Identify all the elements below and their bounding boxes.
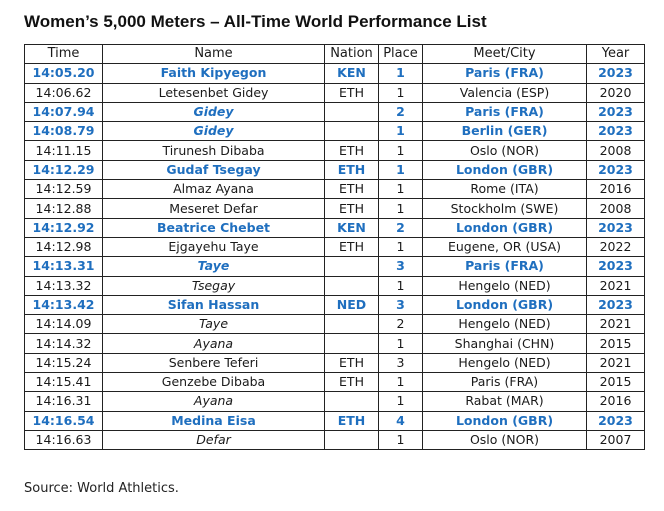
- table-row: [25, 102, 645, 121]
- cell-year: 2020: [587, 83, 645, 102]
- cell-place: 3: [379, 257, 423, 276]
- cell-place: 4: [379, 411, 423, 430]
- cell-time: 14:11.15: [25, 141, 103, 160]
- cell-name: Taye: [103, 315, 325, 334]
- cell-place: 1: [379, 64, 423, 83]
- table-row: [25, 141, 645, 160]
- table-row: [25, 392, 645, 411]
- cell-meet-city: Valencia (ESP): [423, 83, 587, 102]
- table-row: [25, 122, 645, 141]
- cell-place: 3: [379, 295, 423, 314]
- cell-meet-city: Hengelo (NED): [423, 315, 587, 334]
- cell-name: Tirunesh Dibaba: [103, 141, 325, 160]
- cell-name: Medina Eisa: [103, 411, 325, 430]
- cell-name: Gudaf Tsegay: [103, 160, 325, 179]
- cell-nation: ETH: [325, 353, 379, 372]
- cell-year: 2023: [587, 102, 645, 121]
- header-place: Place: [379, 45, 423, 64]
- table-row: [25, 373, 645, 392]
- table-row: [25, 295, 645, 314]
- cell-time: 14:16.54: [25, 411, 103, 430]
- header-year: Year: [587, 45, 645, 64]
- cell-year: 2023: [587, 218, 645, 237]
- cell-year: 2021: [587, 353, 645, 372]
- cell-nation: [325, 315, 379, 334]
- cell-year: 2023: [587, 295, 645, 314]
- cell-name: Senbere Teferi: [103, 353, 325, 372]
- cell-name: Tsegay: [103, 276, 325, 295]
- header-meet-city: Meet/City: [423, 45, 587, 64]
- cell-place: 1: [379, 430, 423, 449]
- cell-meet-city: Paris (FRA): [423, 257, 587, 276]
- table-row: [25, 315, 645, 334]
- cell-meet-city: Hengelo (NED): [423, 276, 587, 295]
- cell-name: Defar: [103, 430, 325, 449]
- cell-meet-city: Rabat (MAR): [423, 392, 587, 411]
- table-row: [25, 411, 645, 430]
- cell-time: 14:12.29: [25, 160, 103, 179]
- cell-nation: ETH: [325, 237, 379, 256]
- page-title: Women’s 5,000 Meters – All-Time World Performance List: [24, 12, 487, 31]
- table-row: [25, 180, 645, 199]
- cell-name: Faith Kipyegon: [103, 64, 325, 83]
- header-name: Name: [103, 45, 325, 64]
- cell-time: 14:07.94: [25, 102, 103, 121]
- cell-place: 1: [379, 334, 423, 353]
- source-note: Source: World Athletics.: [24, 481, 179, 496]
- cell-place: 1: [379, 237, 423, 256]
- cell-meet-city: Oslo (NOR): [423, 430, 587, 449]
- cell-meet-city: London (GBR): [423, 218, 587, 237]
- table-row: [25, 199, 645, 218]
- cell-place: 1: [379, 160, 423, 179]
- cell-time: 14:15.41: [25, 373, 103, 392]
- cell-nation: ETH: [325, 160, 379, 179]
- cell-nation: NED: [325, 295, 379, 314]
- cell-place: 2: [379, 102, 423, 121]
- cell-name: Ayana: [103, 392, 325, 411]
- table-row: [25, 237, 645, 256]
- cell-year: 2008: [587, 199, 645, 218]
- cell-place: 2: [379, 315, 423, 334]
- cell-meet-city: Rome (ITA): [423, 180, 587, 199]
- cell-time: 14:06.62: [25, 83, 103, 102]
- cell-place: 1: [379, 141, 423, 160]
- table-row: [25, 218, 645, 237]
- cell-meet-city: London (GBR): [423, 295, 587, 314]
- cell-time: 14:14.09: [25, 315, 103, 334]
- cell-time: 14:12.98: [25, 237, 103, 256]
- cell-year: 2022: [587, 237, 645, 256]
- cell-meet-city: Hengelo (NED): [423, 353, 587, 372]
- cell-meet-city: Paris (FRA): [423, 102, 587, 121]
- cell-meet-city: London (GBR): [423, 160, 587, 179]
- cell-name: Ayana: [103, 334, 325, 353]
- cell-year: 2021: [587, 276, 645, 295]
- cell-time: 14:08.79: [25, 122, 103, 141]
- cell-year: 2023: [587, 122, 645, 141]
- cell-time: 14:13.32: [25, 276, 103, 295]
- cell-nation: KEN: [325, 64, 379, 83]
- cell-name: Sifan Hassan: [103, 295, 325, 314]
- cell-place: 1: [379, 373, 423, 392]
- cell-meet-city: Stockholm (SWE): [423, 199, 587, 218]
- cell-place: 1: [379, 276, 423, 295]
- cell-year: 2007: [587, 430, 645, 449]
- cell-time: 14:12.59: [25, 180, 103, 199]
- header-row: [25, 45, 645, 64]
- cell-name: Letesenbet Gidey: [103, 83, 325, 102]
- cell-year: 2023: [587, 257, 645, 276]
- cell-name: Gidey: [103, 102, 325, 121]
- table-body: [25, 64, 645, 450]
- cell-meet-city: Oslo (NOR): [423, 141, 587, 160]
- cell-place: 3: [379, 353, 423, 372]
- cell-time: 14:13.42: [25, 295, 103, 314]
- cell-place: 1: [379, 199, 423, 218]
- cell-year: 2015: [587, 373, 645, 392]
- cell-year: 2016: [587, 392, 645, 411]
- cell-meet-city: London (GBR): [423, 411, 587, 430]
- table-row: [25, 64, 645, 83]
- cell-nation: ETH: [325, 411, 379, 430]
- cell-meet-city: Shanghai (CHN): [423, 334, 587, 353]
- cell-nation: [325, 334, 379, 353]
- cell-nation: ETH: [325, 373, 379, 392]
- cell-place: 1: [379, 392, 423, 411]
- cell-time: 14:12.88: [25, 199, 103, 218]
- cell-nation: [325, 392, 379, 411]
- cell-time: 14:16.63: [25, 430, 103, 449]
- cell-nation: [325, 122, 379, 141]
- cell-year: 2015: [587, 334, 645, 353]
- cell-meet-city: Berlin (GER): [423, 122, 587, 141]
- header-time: Time: [25, 45, 103, 64]
- table-row: [25, 160, 645, 179]
- header-nation: Nation: [325, 45, 379, 64]
- cell-nation: ETH: [325, 83, 379, 102]
- cell-meet-city: Paris (FRA): [423, 64, 587, 83]
- cell-year: 2023: [587, 64, 645, 83]
- cell-name: Genzebe Dibaba: [103, 373, 325, 392]
- cell-year: 2016: [587, 180, 645, 199]
- cell-time: 14:15.24: [25, 353, 103, 372]
- cell-place: 1: [379, 180, 423, 199]
- cell-nation: [325, 430, 379, 449]
- cell-year: 2023: [587, 160, 645, 179]
- cell-name: Beatrice Chebet: [103, 218, 325, 237]
- cell-meet-city: Paris (FRA): [423, 373, 587, 392]
- cell-nation: ETH: [325, 180, 379, 199]
- cell-meet-city: Eugene, OR (USA): [423, 237, 587, 256]
- cell-nation: ETH: [325, 199, 379, 218]
- table-row: [25, 83, 645, 102]
- cell-time: 14:14.32: [25, 334, 103, 353]
- table-row: [25, 257, 645, 276]
- cell-nation: KEN: [325, 218, 379, 237]
- cell-name: Taye: [103, 257, 325, 276]
- cell-nation: [325, 257, 379, 276]
- table-row: [25, 276, 645, 295]
- cell-nation: [325, 102, 379, 121]
- cell-name: Meseret Defar: [103, 199, 325, 218]
- cell-year: 2021: [587, 315, 645, 334]
- cell-name: Gidey: [103, 122, 325, 141]
- performance-table: [24, 44, 645, 450]
- cell-place: 1: [379, 122, 423, 141]
- table-row: [25, 430, 645, 449]
- cell-time: 14:13.31: [25, 257, 103, 276]
- cell-place: 1: [379, 83, 423, 102]
- table-row: [25, 334, 645, 353]
- cell-place: 2: [379, 218, 423, 237]
- cell-time: 14:05.20: [25, 64, 103, 83]
- cell-nation: [325, 276, 379, 295]
- cell-name: Almaz Ayana: [103, 180, 325, 199]
- cell-year: 2008: [587, 141, 645, 160]
- cell-time: 14:12.92: [25, 218, 103, 237]
- cell-nation: ETH: [325, 141, 379, 160]
- cell-time: 14:16.31: [25, 392, 103, 411]
- cell-name: Ejgayehu Taye: [103, 237, 325, 256]
- cell-year: 2023: [587, 411, 645, 430]
- table-row: [25, 353, 645, 372]
